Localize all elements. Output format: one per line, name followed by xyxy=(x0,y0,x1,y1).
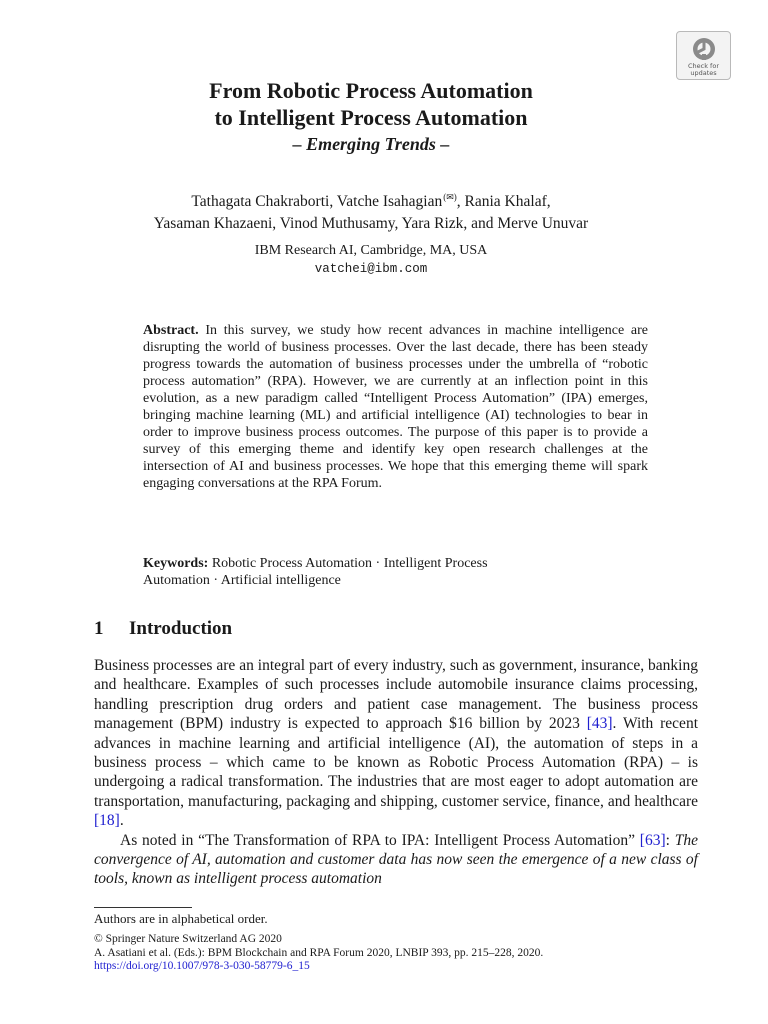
authors-line-1a: Tathagata Chakraborti, Vatche Isahagian xyxy=(191,193,443,210)
keywords-line-1: Robotic Process Automation · Intelligent Process xyxy=(211,556,488,571)
intro-paragraph-2: As noted in “The Transformation of RPA to IPA: Intelligent Process Automation” [63]: The convergence of AI, automation and customer data has now seen the emergence of a new class of tools, known as intelligent process automation xyxy=(94,831,698,888)
authors-line-1b: , Rania Khalaf, xyxy=(456,193,551,210)
check-for-updates-badge[interactable] xyxy=(676,31,731,80)
footnote-divider xyxy=(94,907,192,908)
affiliation xyxy=(94,242,648,278)
abstract xyxy=(143,322,648,492)
check-for-updates-icon xyxy=(691,36,717,62)
paper-title xyxy=(94,77,648,131)
citation-link-18[interactable]: [18] xyxy=(94,812,120,830)
introduction-body xyxy=(94,656,698,889)
badge-text: Check for updates xyxy=(688,62,719,77)
intro-quote: The convergence of AI, automation and customer data has now seen the emergence of a new class of tools, known as intelligent process automation xyxy=(94,831,698,888)
abstract-text: In this survey, we study how recent advances in machine intelligence are disrupting the world of business processes. Over the last decade, there has been steady progress towards the automation of business processes under the umbrella of “robotic process automation” (RPA). However, we are currently at an inflection point in this evolution, as a new paradigm called “Intelligent Process Automation” (IPA) emerges, bringing machine learning (ML) and artificial intelligence (AI) technologies to bear in order to improve business process outcomes. The purpose of this paper is to provide a survey of this emerging theme and identify key open research challenges at the intersection of AI and business processes. We hope that this emerging theme will spark engaging conversations at the RPA Forum. xyxy=(143,323,648,491)
citation-link-43[interactable]: [43] xyxy=(586,715,613,733)
footnote: Authors are in alphabetical order. xyxy=(94,911,268,926)
intro-paragraph-1: Business processes are an integral part of every industry, such as government, insurance, banking and healthcare. Examples of such processes include automobile insurance claims processing, handling prescription drug orders and patient case management. The business process management (BPM) industry is expected to approach $16 billion by 2023 [43]. With recent advances in machine learning and artificial intelligence (AI), the automation of steps in a business process – which came to be known as Robotic Process Automation (RPA) – is undergoing a radical transformation. The industries that are most eager to adopt automation are transportation, manufacturing, packaging and shipping, customer service, finance, and healthcare [18]. xyxy=(94,657,698,830)
citation-line: A. Asatiani et al. (Eds.): BPM Blockchain and RPA Forum 2020, LNBIP 393, pp. 215–228, 2020. xyxy=(94,946,544,959)
keywords-label: Keywords: xyxy=(143,556,209,571)
author-list xyxy=(94,186,648,235)
title-line-1: From Robotic Process Automation xyxy=(209,78,533,103)
doi-link[interactable]: https://doi.org/10.1007/978-3-030-58779-6_15 xyxy=(94,960,310,972)
paper-subtitle: – Emerging Trends – xyxy=(292,134,450,154)
section-title: Introduction xyxy=(129,618,233,639)
colophon xyxy=(94,933,543,974)
abstract-label: Abstract. xyxy=(143,323,199,338)
keywords-line-2: Automation · Artificial intelligence xyxy=(143,573,341,588)
title-line-2: to Intelligent Process Automation xyxy=(214,105,528,130)
keywords xyxy=(143,555,648,589)
copyright-line: © Springer Nature Switzerland AG 2020 xyxy=(94,933,282,945)
authors-line-2: Yasaman Khazaeni, Vinod Muthusamy, Yara Rizk, and Merve Unuvar xyxy=(153,215,589,232)
section-heading xyxy=(94,617,232,641)
citation-link-63[interactable]: [63] xyxy=(639,831,666,849)
envelope-icon: (✉) xyxy=(443,192,457,202)
section-number: 1 xyxy=(94,618,104,639)
author-email[interactable]: vatchei@ibm.com xyxy=(314,262,428,276)
affiliation-org: IBM Research AI, Cambridge, MA, USA xyxy=(254,243,488,258)
